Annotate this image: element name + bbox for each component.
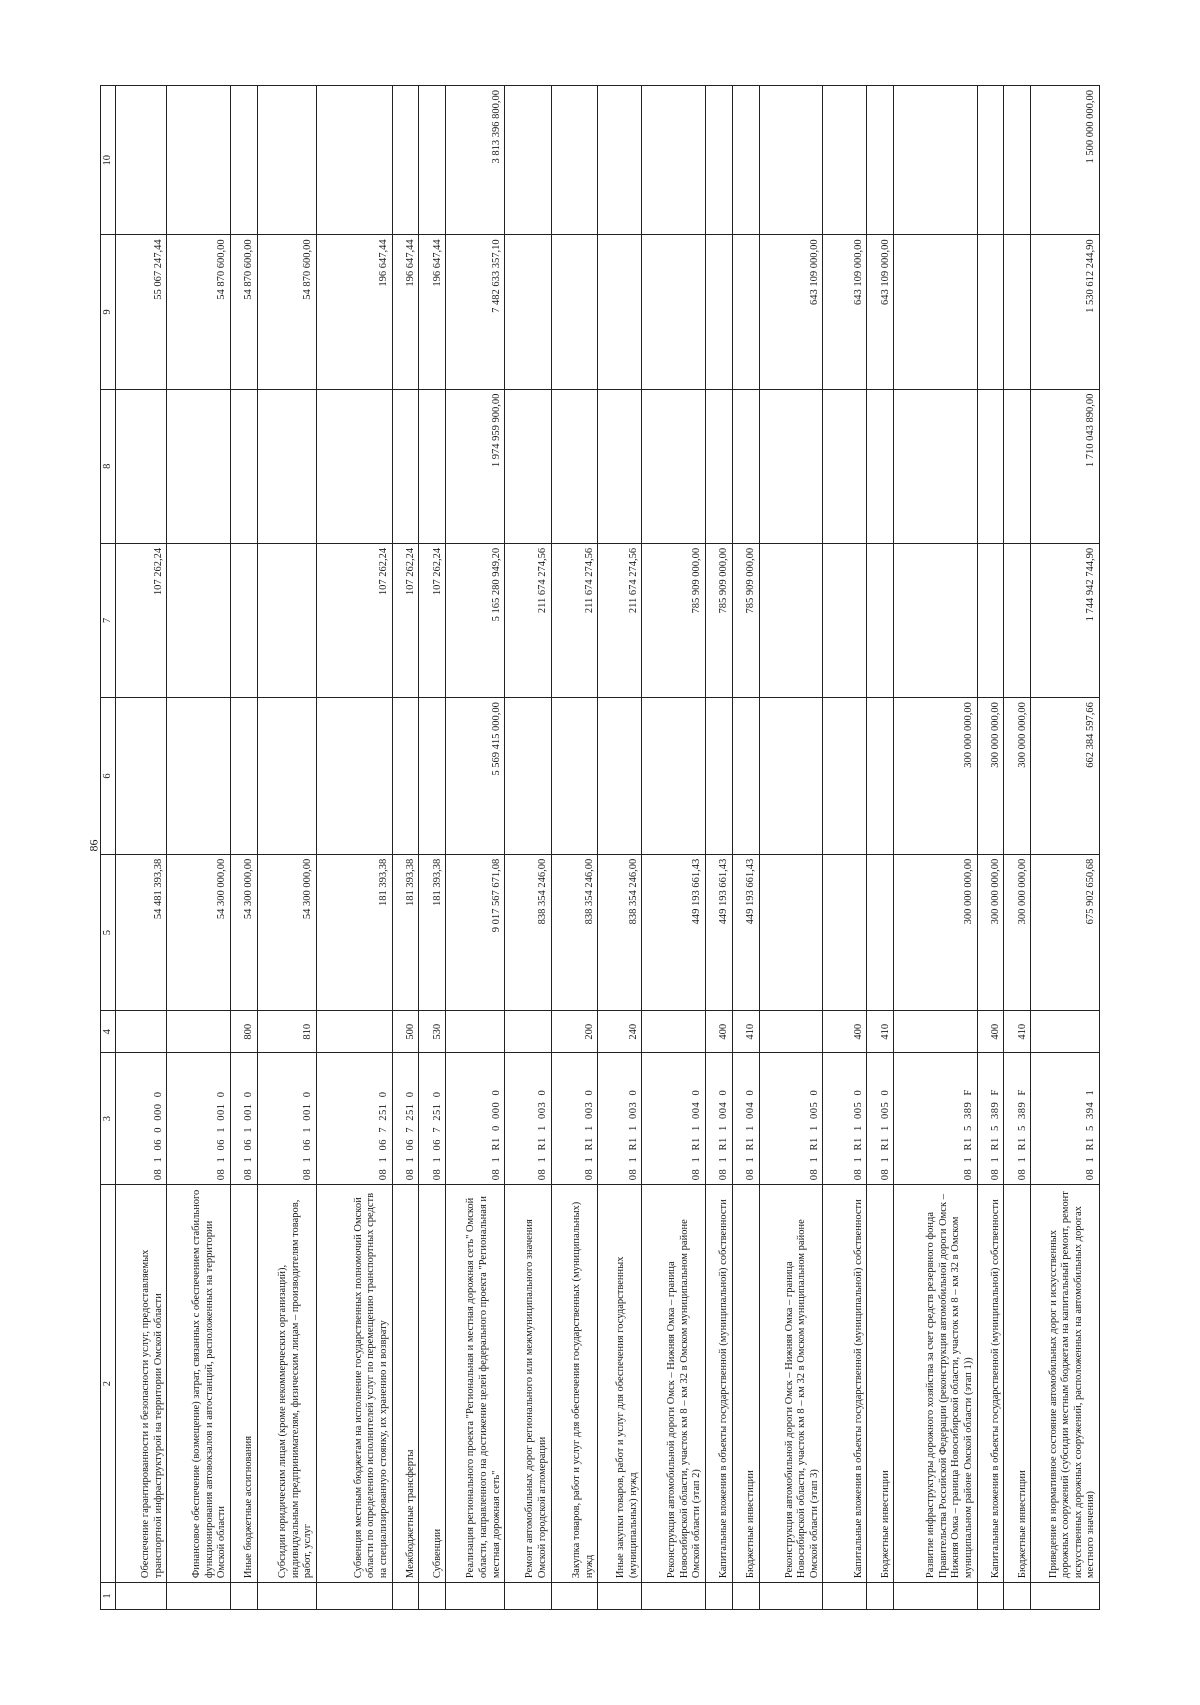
table-row: [551, 86, 598, 1610]
classification-code: 08 1 06 7 251 0: [419, 1053, 446, 1185]
amount-col-10: [419, 86, 446, 235]
table-row: [1004, 86, 1031, 1610]
table-row: [316, 86, 392, 1610]
amount-col-9: 54 870 600,00: [231, 235, 258, 389]
classification-code: 08 1 R1 1 005 0: [759, 1053, 823, 1185]
amount-col-6: [116, 698, 167, 855]
classification-code: 08 1 R1 1 003 0: [551, 1053, 598, 1185]
amount-col-6: [505, 698, 552, 855]
classification-code: 08 1 R1 1 004 0: [642, 1053, 706, 1185]
amount-col-9: [977, 235, 1004, 389]
amount-col-7: [257, 543, 316, 697]
item-name: Капитальные вложения в объекты государственной (муниципальной) собственности: [823, 1185, 867, 1583]
amount-col-5: 181 393,38: [419, 854, 446, 1011]
amount-col-5: [867, 854, 894, 1011]
amount-col-7: 211 674 274,56: [505, 543, 552, 697]
item-name: Приведение в нормативное состояние автомобильных дорог и искусственных дорожных сооружений (субсидии местным бюджетам на капитальный ремонт, ремонт искусственных дорожных сооружений, расположенных на автомобильных дорогах местного значения): [1031, 1185, 1100, 1583]
amount-col-6: [167, 698, 231, 855]
table-row: [257, 86, 316, 1610]
table-row: [505, 86, 552, 1610]
row-number: [551, 1583, 598, 1610]
classification-code: 08 1 R1 1 005 0: [867, 1053, 894, 1185]
expense-type-code: 410: [867, 1011, 894, 1053]
classification-code: 08 1 R1 5 394 1: [1031, 1053, 1100, 1185]
table-row: [167, 86, 231, 1610]
amount-col-6: [316, 698, 392, 855]
row-number: [732, 1583, 759, 1610]
table-row: [446, 86, 505, 1610]
amount-col-10: [257, 86, 316, 235]
table-row: [823, 86, 867, 1610]
row-number: [977, 1583, 1004, 1610]
amount-col-5: 54 300 000,00: [231, 854, 258, 1011]
table-row: [894, 86, 977, 1610]
table-row: [392, 86, 419, 1610]
column-header: 5: [101, 854, 116, 1011]
amount-col-10: [167, 86, 231, 235]
item-name: Обеспечение гарантированности и безопасности услуг, предоставляемых транспортной инфраструктурой на территории Омской области: [116, 1185, 167, 1583]
amount-col-6: [231, 698, 258, 855]
amount-col-7: [231, 543, 258, 697]
item-name: Реконструкция автомобильной дороги Омск – Нижняя Омка – граница Новосибирской области, участок км 8 – км 32 в Омском муниципальном районе Омской области (этап 3): [759, 1185, 823, 1583]
amount-col-9: 196 647,44: [419, 235, 446, 389]
table-row: [867, 86, 894, 1610]
amount-col-9: 643 109 000,00: [867, 235, 894, 389]
amount-col-10: [505, 86, 552, 235]
amount-col-10: [551, 86, 598, 235]
amount-col-9: [551, 235, 598, 389]
amount-col-5: 838 354 246,00: [505, 854, 552, 1011]
amount-col-7: 211 674 274,56: [551, 543, 598, 697]
column-header: 2: [101, 1185, 116, 1583]
amount-col-9: [732, 235, 759, 389]
row-number: [867, 1583, 894, 1610]
expense-type-code: [116, 1011, 167, 1053]
item-name: Реконструкция автомобильной дороги Омск – Нижняя Омка – граница Новосибирской области, участок км 8 – км 32 в Омском муниципальном районе Омской области (этап 2): [642, 1185, 706, 1583]
amount-col-9: 196 647,44: [316, 235, 392, 389]
amount-col-10: [705, 86, 732, 235]
amount-col-7: 5 165 280 949,20: [446, 543, 505, 697]
row-number: [392, 1583, 419, 1610]
amount-col-6: [732, 698, 759, 855]
item-name: Финансовое обеспечение (возмещение) затрат, связанных с обеспечением стабильного функционирования автовокзалов и автостанций, расположенных на территории Омской области: [167, 1185, 231, 1583]
amount-col-9: [505, 235, 552, 389]
classification-code: 08 1 06 0 000 0: [116, 1053, 167, 1185]
row-number: [1031, 1583, 1100, 1610]
amount-col-7: 107 262,24: [316, 543, 392, 697]
amount-col-7: [977, 543, 1004, 697]
amount-col-7: [1004, 543, 1031, 697]
amount-col-6: [551, 698, 598, 855]
row-number: [505, 1583, 552, 1610]
row-number: [167, 1583, 231, 1610]
amount-col-5: [759, 854, 823, 1011]
expense-type-code: 400: [823, 1011, 867, 1053]
amount-col-9: [1004, 235, 1031, 389]
amount-col-5: 300 000 000,00: [977, 854, 1004, 1011]
amount-col-7: 785 909 000,00: [732, 543, 759, 697]
row-number: [759, 1583, 823, 1610]
item-name: Капитальные вложения в объекты государственной (муниципальной) собственности: [705, 1185, 732, 1583]
row-number: [705, 1583, 732, 1610]
table-container: [100, 85, 1100, 1610]
amount-col-7: 211 674 274,56: [598, 543, 642, 697]
amount-col-6: 662 384 597,66: [1031, 698, 1100, 855]
classification-code: 08 1 R1 1 005 0: [823, 1053, 867, 1185]
amount-col-5: 838 354 246,00: [551, 854, 598, 1011]
item-name: Субвенция местным бюджетам на исполнение государственных полномочий Омской области по определению исполнителей услуг по перемещению транспортных средств на специализированную стоянку, их хранению и возврату: [316, 1185, 392, 1583]
classification-code: 08 1 06 1 001 0: [167, 1053, 231, 1185]
classification-code: 08 1 R1 5 389 F: [894, 1053, 977, 1185]
amount-col-5: 449 193 661,43: [732, 854, 759, 1011]
expense-type-code: 400: [705, 1011, 732, 1053]
amount-col-10: [894, 86, 977, 235]
item-name: Субвенции: [419, 1185, 446, 1583]
amount-col-9: 196 647,44: [392, 235, 419, 389]
amount-col-10: [116, 86, 167, 235]
amount-col-5: 9 017 567 671,08: [446, 854, 505, 1011]
row-number: [316, 1583, 392, 1610]
amount-col-6: [598, 698, 642, 855]
expense-type-code: [316, 1011, 392, 1053]
amount-col-7: [167, 543, 231, 697]
amount-col-10: [316, 86, 392, 235]
item-name: Закупка товаров, работ и услуг для обеспечения государственных (муниципальных) нужд: [551, 1185, 598, 1583]
amount-col-5: 181 393,38: [392, 854, 419, 1011]
expense-type-code: [505, 1011, 552, 1053]
row-number: [894, 1583, 977, 1610]
amount-col-7: [867, 543, 894, 697]
expense-type-code: 400: [977, 1011, 1004, 1053]
table-row: [1031, 86, 1100, 1610]
amount-col-5: 54 300 000,00: [167, 854, 231, 1011]
classification-code: 08 1 R1 1 003 0: [505, 1053, 552, 1185]
amount-col-9: 7 482 633 357,10: [446, 235, 505, 389]
expense-type-code: 810: [257, 1011, 316, 1053]
budget-table: [100, 85, 1100, 1610]
amount-col-6: [642, 698, 706, 855]
column-header: 3: [101, 1053, 116, 1185]
amount-col-10: [231, 86, 258, 235]
column-header: 8: [101, 389, 116, 543]
expense-type-code: [167, 1011, 231, 1053]
table-row: [231, 86, 258, 1610]
amount-col-8: [977, 389, 1004, 543]
page-number: 86: [86, 839, 101, 852]
table-row: [419, 86, 446, 1610]
expense-type-code: [642, 1011, 706, 1053]
item-name: Субсидии юридическим лицам (кроме некоммерческих организаций), индивидуальным предпринимателям, физическим лицам – производителям товаров, работ, услуг: [257, 1185, 316, 1583]
amount-col-10: [1004, 86, 1031, 235]
amount-col-8: 1 974 959 900,00: [446, 389, 505, 543]
amount-col-8: [867, 389, 894, 543]
amount-col-8: [732, 389, 759, 543]
amount-col-9: [894, 235, 977, 389]
amount-col-8: [1004, 389, 1031, 543]
amount-col-8: [823, 389, 867, 543]
amount-col-5: 449 193 661,43: [705, 854, 732, 1011]
classification-code: 08 1 R1 1 004 0: [705, 1053, 732, 1185]
amount-col-8: [551, 389, 598, 543]
expense-type-code: 410: [1004, 1011, 1031, 1053]
expense-type-code: [894, 1011, 977, 1053]
classification-code: 08 1 06 7 251 0: [316, 1053, 392, 1185]
amount-col-7: [823, 543, 867, 697]
row-number: [116, 1583, 167, 1610]
amount-col-7: 107 262,24: [419, 543, 446, 697]
classification-code: 08 1 06 1 001 0: [231, 1053, 258, 1185]
item-name: Бюджетные инвестиции: [867, 1185, 894, 1583]
amount-col-8: [116, 389, 167, 543]
amount-col-10: 1 500 000 000,00: [1031, 86, 1100, 235]
amount-col-9: 54 870 600,00: [257, 235, 316, 389]
amount-col-5: 838 354 246,00: [598, 854, 642, 1011]
classification-code: 08 1 06 7 251 0: [392, 1053, 419, 1185]
classification-code: 08 1 R1 5 389 F: [1004, 1053, 1031, 1185]
amount-col-8: [167, 389, 231, 543]
amount-col-8: [419, 389, 446, 543]
item-name: Бюджетные инвестиции: [1004, 1185, 1031, 1583]
row-number: [446, 1583, 505, 1610]
amount-col-6: [759, 698, 823, 855]
amount-col-9: [642, 235, 706, 389]
item-name: Развитие инфраструктуры дорожного хозяйства за счет средств резервного фонда Правительства Российской Федерации (реконструкция автомобильной дороги Омск – Нижняя Омка – граница Новосибирской области, участок км 8 – км 32 в Омском муниципальном районе Омской области (этап 1)): [894, 1185, 977, 1583]
expense-type-code: 530: [419, 1011, 446, 1053]
amount-col-5: 300 000 000,00: [1004, 854, 1031, 1011]
amount-col-6: [867, 698, 894, 855]
column-header: 1: [101, 1583, 116, 1610]
amount-col-5: 449 193 661,43: [642, 854, 706, 1011]
amount-col-6: 5 569 415 000,00: [446, 698, 505, 855]
expense-type-code: [446, 1011, 505, 1053]
amount-col-6: [419, 698, 446, 855]
amount-col-10: [598, 86, 642, 235]
amount-col-8: [257, 389, 316, 543]
table-row: [759, 86, 823, 1610]
amount-col-8: 1 710 043 890,00: [1031, 389, 1100, 543]
item-name: Межбюджетные трансферты: [392, 1185, 419, 1583]
table-row: [732, 86, 759, 1610]
amount-col-10: [977, 86, 1004, 235]
amount-col-6: [705, 698, 732, 855]
item-name: Иные закупки товаров, работ и услуг для обеспечения государственных (муниципальных) нужд: [598, 1185, 642, 1583]
table-row: [116, 86, 167, 1610]
table-row: [642, 86, 706, 1610]
row-number: [231, 1583, 258, 1610]
amount-col-5: 300 000 000,00: [894, 854, 977, 1011]
classification-code: 08 1 R1 5 389 F: [977, 1053, 1004, 1185]
table-row: [598, 86, 642, 1610]
amount-col-7: 785 909 000,00: [705, 543, 732, 697]
amount-col-10: [823, 86, 867, 235]
amount-col-8: [505, 389, 552, 543]
header-row: [101, 86, 116, 1610]
item-name: Реализация регионального проекта "Региональная и местная дорожная сеть" Омской области, направленного на достижение целей федерального проекта "Региональная и местная дорожная сеть": [446, 1185, 505, 1583]
amount-col-7: 1 744 942 744,90: [1031, 543, 1100, 697]
amount-col-5: 675 902 650,68: [1031, 854, 1100, 1011]
amount-col-8: [642, 389, 706, 543]
amount-col-8: [894, 389, 977, 543]
expense-type-code: 800: [231, 1011, 258, 1053]
amount-col-7: 107 262,24: [116, 543, 167, 697]
expense-type-code: [759, 1011, 823, 1053]
amount-col-5: 181 393,38: [316, 854, 392, 1011]
classification-code: 08 1 R1 1 004 0: [732, 1053, 759, 1185]
amount-col-10: [642, 86, 706, 235]
amount-col-8: [392, 389, 419, 543]
amount-col-6: [392, 698, 419, 855]
classification-code: 08 1 06 1 001 0: [257, 1053, 316, 1185]
amount-col-6: [257, 698, 316, 855]
column-header: 7: [101, 543, 116, 697]
expense-type-code: 240: [598, 1011, 642, 1053]
amount-col-8: [316, 389, 392, 543]
column-header: 9: [101, 235, 116, 389]
expense-type-code: [1031, 1011, 1100, 1053]
amount-col-6: [823, 698, 867, 855]
row-number: [419, 1583, 446, 1610]
amount-col-6: 300 000 000,00: [977, 698, 1004, 855]
amount-col-8: [231, 389, 258, 543]
row-number: [598, 1583, 642, 1610]
classification-code: 08 1 R1 1 003 0: [598, 1053, 642, 1185]
row-number: [823, 1583, 867, 1610]
classification-code: 08 1 R1 0 000 0: [446, 1053, 505, 1185]
amount-col-9: 643 109 000,00: [759, 235, 823, 389]
amount-col-7: 785 909 000,00: [642, 543, 706, 697]
amount-col-9: 643 109 000,00: [823, 235, 867, 389]
amount-col-5: 54 300 000,00: [257, 854, 316, 1011]
amount-col-9: 55 067 247,44: [116, 235, 167, 389]
amount-col-7: 107 262,24: [392, 543, 419, 697]
row-number: [1004, 1583, 1031, 1610]
item-name: Ремонт автомобильных дорог регионального или межмуниципального значения Омской городской агломерации: [505, 1185, 552, 1583]
amount-col-6: 300 000 000,00: [894, 698, 977, 855]
amount-col-9: 54 870 600,00: [167, 235, 231, 389]
column-header: 6: [101, 698, 116, 855]
amount-col-6: 300 000 000,00: [1004, 698, 1031, 855]
expense-type-code: 200: [551, 1011, 598, 1053]
table-row: [977, 86, 1004, 1610]
amount-col-10: [867, 86, 894, 235]
amount-col-7: [894, 543, 977, 697]
row-number: [642, 1583, 706, 1610]
amount-col-10: [392, 86, 419, 235]
expense-type-code: 500: [392, 1011, 419, 1053]
amount-col-8: [759, 389, 823, 543]
amount-col-7: [759, 543, 823, 697]
amount-col-9: [705, 235, 732, 389]
item-name: Бюджетные инвестиции: [732, 1185, 759, 1583]
amount-col-8: [598, 389, 642, 543]
amount-col-8: [705, 389, 732, 543]
amount-col-9: [598, 235, 642, 389]
item-name: Капитальные вложения в объекты государственной (муниципальной) собственности: [977, 1185, 1004, 1583]
amount-col-10: [732, 86, 759, 235]
column-header: 4: [101, 1011, 116, 1053]
table-row: [705, 86, 732, 1610]
item-name: Иные бюджетные ассигнования: [231, 1185, 258, 1583]
amount-col-5: [823, 854, 867, 1011]
column-header: 10: [101, 86, 116, 235]
expense-type-code: 410: [732, 1011, 759, 1053]
amount-col-9: 1 530 612 244,90: [1031, 235, 1100, 389]
row-number: [257, 1583, 316, 1610]
amount-col-10: [759, 86, 823, 235]
amount-col-10: 3 813 396 800,00: [446, 86, 505, 235]
amount-col-5: 54 481 393,38: [116, 854, 167, 1011]
